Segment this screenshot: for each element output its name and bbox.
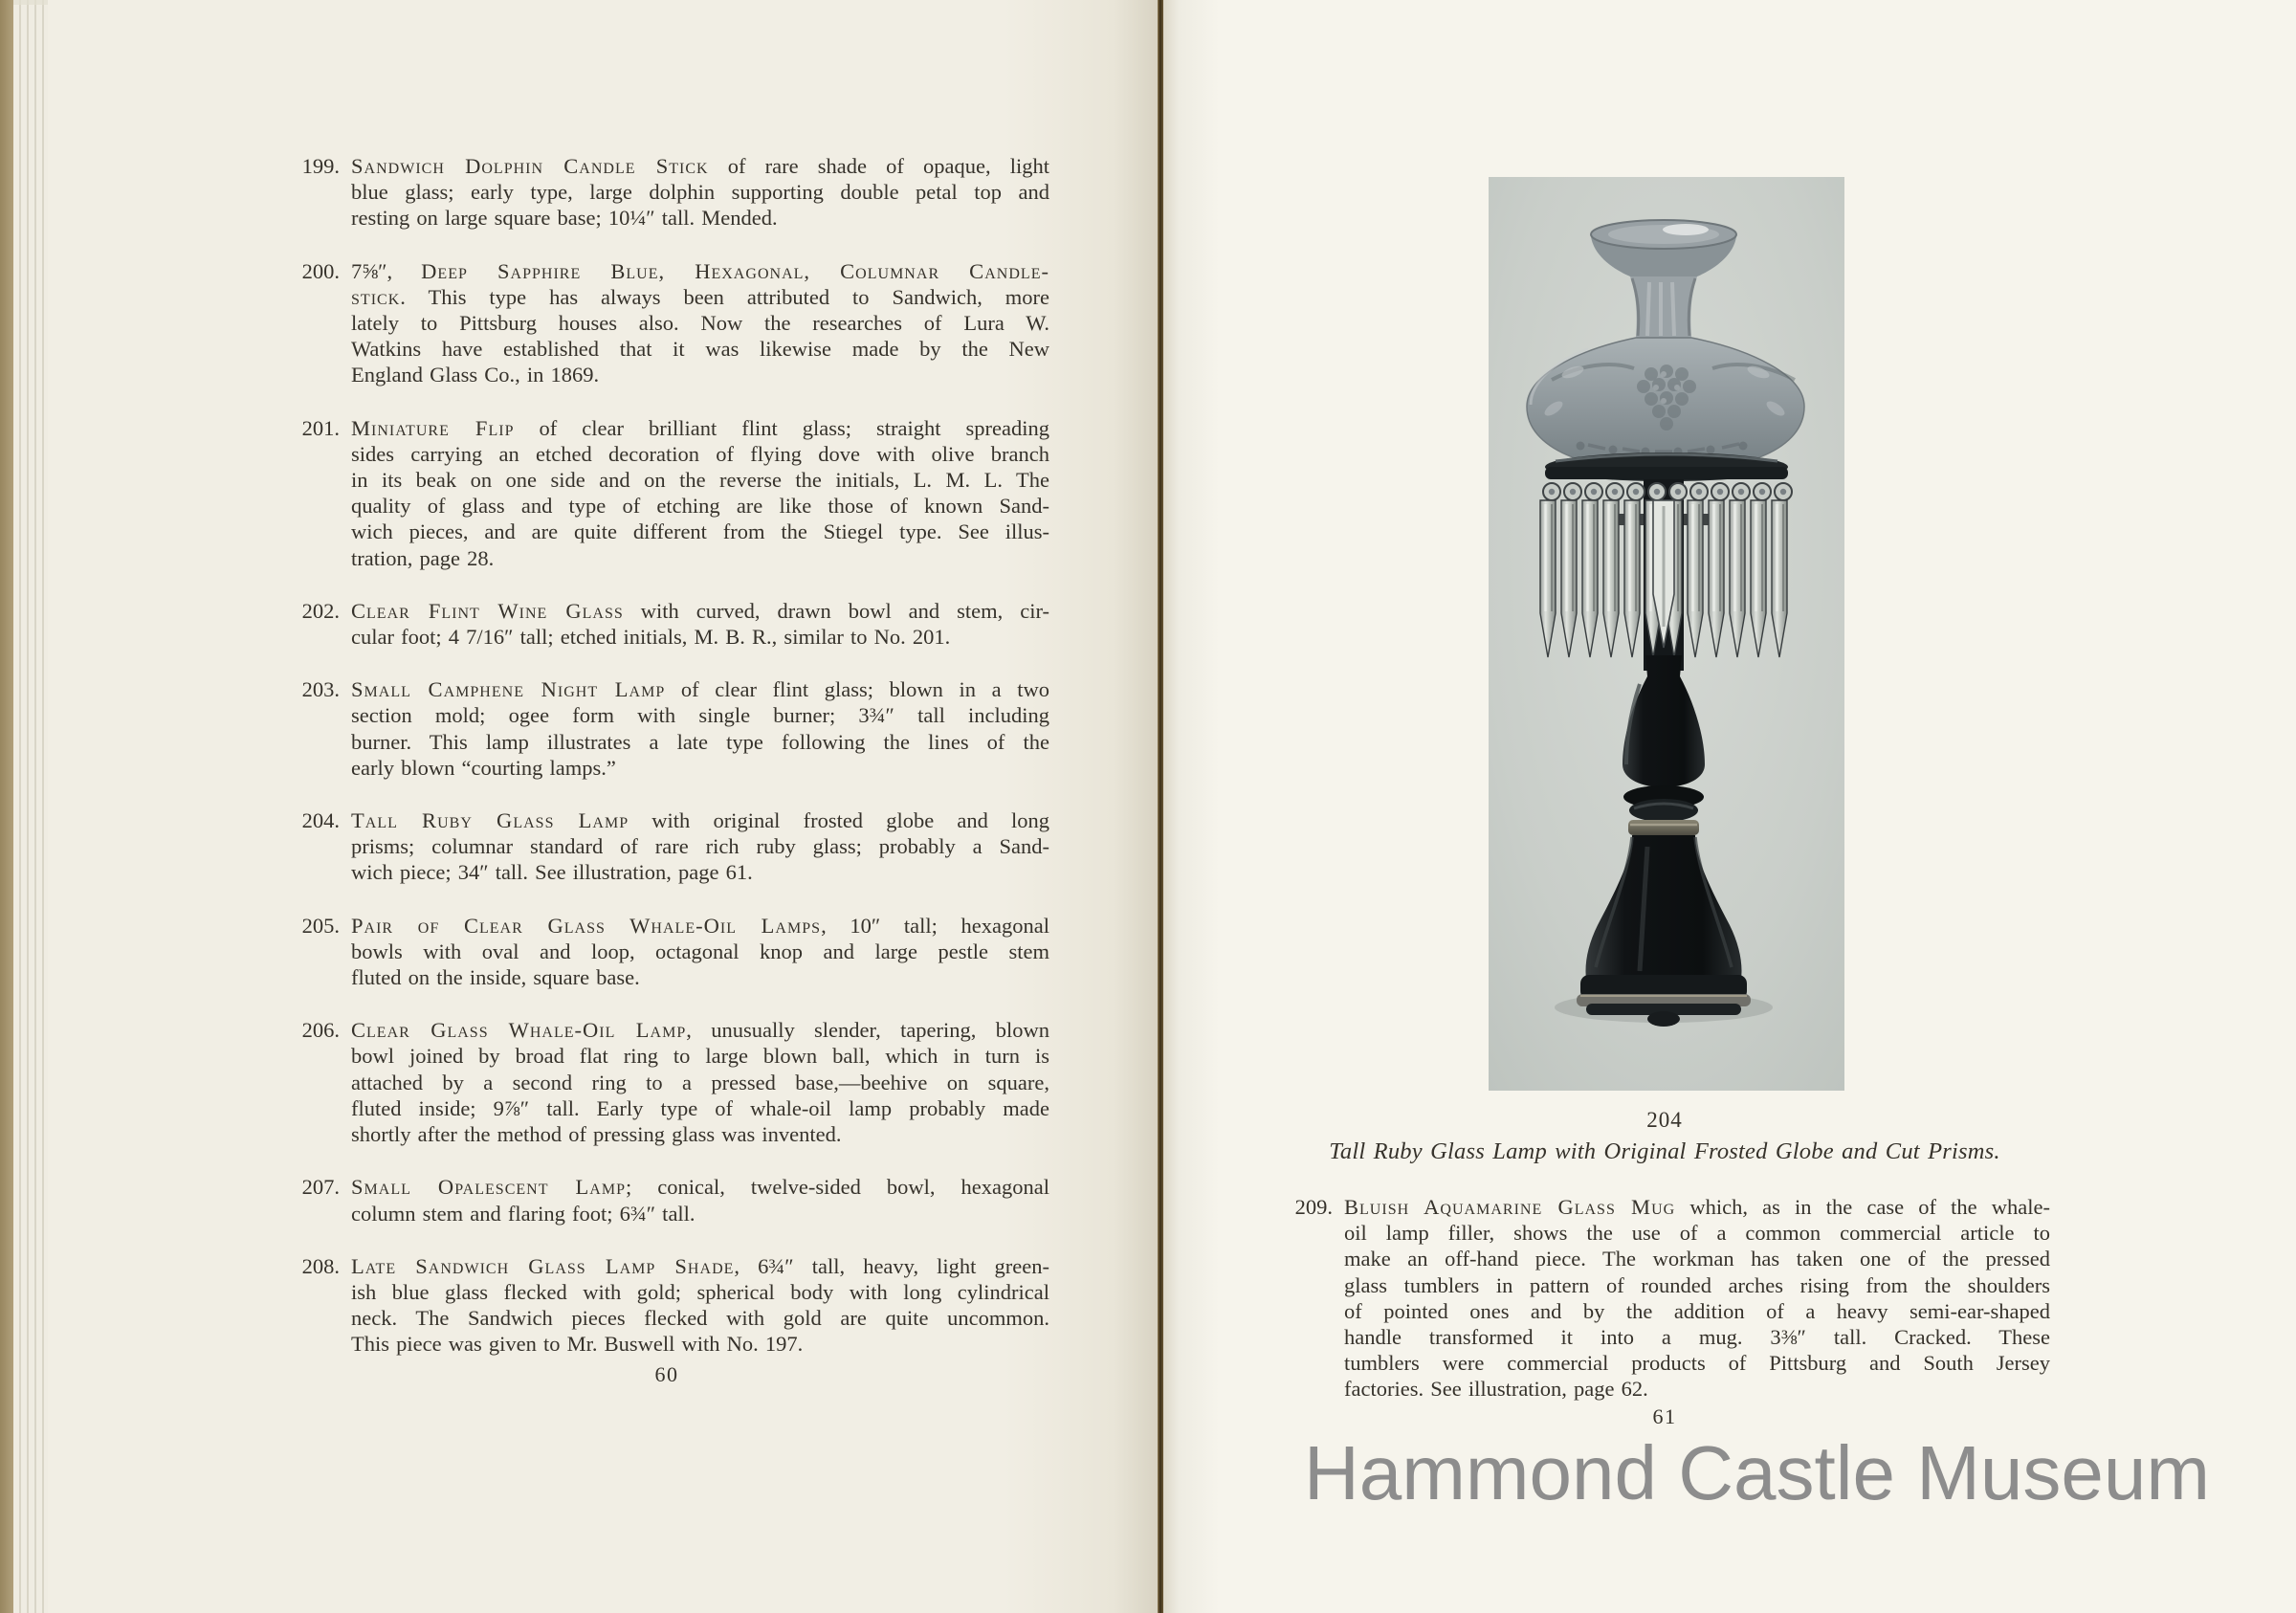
entry-text [351, 807, 1049, 886]
entry-number: 199. [301, 154, 340, 178]
text-line: glass tumblers in pattern of rounded arches rising from the shoulders [1344, 1272, 2050, 1297]
entry-number: 209. [1294, 1195, 1333, 1219]
catalog-entry [284, 598, 1049, 650]
entry-number: 206. [301, 1018, 340, 1043]
text-line: Pair of Clear Glass Whale-Oil Lamps, 10″ tall; hexagonal [351, 913, 1050, 938]
entry-text [351, 598, 1049, 650]
text-line: cular foot; 4 7/16″ tall; etched initials, M. B. R., similar to No. 201. [351, 625, 951, 650]
text-line: Late Sandwich Glass Lamp Shade, 6¾″ tall, heavy, light green- [351, 1253, 1049, 1278]
page-number-right: 61 [1652, 1404, 1677, 1428]
text-line: Clear Glass Whale-Oil Lamp, unusually slender, tapering, blown [351, 1018, 1049, 1043]
text-line: This piece was given to Mr. Buswell with No. 197. [351, 1332, 804, 1357]
text-line: blue glass; early type, large dolphin supporting double petal top and [351, 180, 1049, 205]
text-line: England Glass Co., in 1869. [351, 363, 600, 387]
text-line: stick. This type has always been attributed to Sandwich, more [351, 284, 1049, 309]
catalog-entry [284, 258, 1049, 388]
text-line: early blown “courting lamps.” [351, 755, 616, 780]
text-line: wich pieces, and are quite different from the Stiegel type. See illus- [351, 519, 1049, 544]
lamp-collar [1545, 453, 1788, 481]
text-line: tumblers were commercial products of Pittsburg and South Jersey [1344, 1351, 2050, 1376]
text-line: oil lamp filler, shows the use of a common commercial article to [1344, 1221, 2050, 1246]
text-line: wich piece; 34″ tall. See illustration, page 61. [351, 860, 753, 885]
entry-text [1344, 1194, 2050, 1403]
left-page [48, 0, 1158, 1613]
entry-number: 207. [301, 1175, 340, 1200]
catalog-entry [1279, 1194, 2050, 1403]
entry-text [351, 913, 1049, 991]
entry-number: 204. [301, 808, 340, 833]
catalog-entry [284, 1174, 1049, 1226]
entry-number: 200. [301, 258, 340, 283]
text-line: bowl joined by broad flat ring to large blown ball, which in turn is [351, 1044, 1049, 1069]
text-line: shortly after the method of pressing glass was invented. [351, 1122, 842, 1147]
text-line: in its beak on one side and on the reverse the initials, L. M. L. The [351, 468, 1049, 493]
text-line: fluted inside; 9⅞″ tall. Early type of whale-oil lamp probably made [351, 1095, 1049, 1120]
text-line: Small Camphene Night Lamp of clear flint glass; blown in a two [351, 677, 1049, 702]
text-line: Sandwich Dolphin Candle Stick of rare shade of opaque, light [351, 154, 1049, 178]
watermark: Hammond Castle Museum [1304, 1430, 2210, 1515]
book-spine-edge [0, 0, 13, 1613]
text-line: burner. This lamp illustrates a late type following the lines of the [351, 729, 1049, 754]
text-line: prisms; columnar standard of rare rich ruby glass; probably a Sand- [351, 834, 1049, 859]
text-line: of pointed ones and by the addition of a heavy semi-ear-shaped [1344, 1298, 2050, 1323]
catalog-entry [284, 807, 1049, 886]
entry-text [351, 258, 1049, 388]
text-line: make an off-hand piece. The workman has taken one of the pressed [1344, 1247, 2050, 1271]
brass-collar [1628, 820, 1699, 835]
entry-text [351, 415, 1049, 571]
catalog-entry [284, 676, 1049, 781]
figure-caption: Tall Ruby Glass Lamp with Original Frosted Globe and Cut Prisms. [1329, 1138, 2000, 1164]
entry-number: 208. [301, 1253, 340, 1278]
text-line: quality of glass and type of etching are like those of known Sand- [351, 494, 1049, 519]
text-line: ish blue glass flecked with gold; spherical body with long cylindrical [351, 1279, 1049, 1304]
entry-text [351, 1253, 1049, 1358]
text-line: Bluish Aquamarine Glass Mug which, as in the case of the whale- [1344, 1195, 2050, 1219]
entry-text [351, 1017, 1049, 1147]
entry-number: 201. [301, 415, 340, 440]
page-number-left: 60 [654, 1362, 679, 1386]
text-line: Clear Flint Wine Glass with curved, drawn bowl and stem, cir- [351, 598, 1049, 623]
catalog-entry [284, 153, 1049, 232]
entry-number: 203. [301, 677, 340, 702]
text-line: section mold; ogee form with single burner; 3¾″ tall including [351, 703, 1049, 728]
text-line: resting on large square base; 10¼″ tall. Mended. [351, 206, 778, 231]
text-line: lately to Pittsburg houses also. Now the researches of Lura W. [351, 311, 1049, 336]
text-line: column stem and flaring foot; 6¾″ tall. [351, 1201, 695, 1226]
text-line: Miniature Flip of clear brilliant flint glass; straight spreading [351, 415, 1049, 440]
text-line: fluted on the inside, square base. [351, 965, 640, 990]
right-page [1163, 0, 2296, 1613]
catalog-entries-right [1279, 1194, 2050, 1403]
entry-text [351, 153, 1049, 232]
text-line: Tall Ruby Glass Lamp with original frosted globe and long [351, 808, 1049, 833]
text-line: Watkins have established that it was likewise made by the New [351, 337, 1049, 362]
entry-text [351, 676, 1049, 781]
text-line: Small Opalescent Lamp; conical, twelve-sided bowl, hexagonal [351, 1175, 1049, 1200]
entry-number: 202. [301, 598, 340, 623]
catalog-entry [284, 1017, 1049, 1147]
text-line: neck. The Sandwich pieces flecked with gold are quite uncommon. [351, 1306, 1049, 1331]
page-edge-stack [13, 0, 48, 1613]
text-line: sides carrying an etched decoration of flying dove with olive branch [351, 441, 1049, 466]
lamp-photo [1489, 177, 1844, 1091]
catalog-entry [284, 1253, 1049, 1358]
text-line: factories. See illustration, page 62. [1344, 1377, 1648, 1402]
catalog-entry [284, 913, 1049, 991]
catalog-entries-left [284, 153, 1049, 1384]
entry-text [351, 1174, 1049, 1226]
text-line: attached by a second ring to a pressed base,—beehive on square, [351, 1070, 1049, 1094]
text-line: bowls with oval and loop, octagonal knop and large pestle stem [351, 939, 1049, 963]
text-line: handle transformed it into a mug. 3⅜″ tall. Cracked. These [1344, 1325, 2050, 1350]
text-line: tration, page 28. [351, 545, 495, 570]
figure-number: 204 [1646, 1108, 1683, 1132]
text-line: 7⅝″, Deep Sapphire Blue, Hexagonal, Columnar Candle- [351, 258, 1049, 283]
entry-number: 205. [301, 913, 340, 938]
catalog-entry [284, 415, 1049, 571]
